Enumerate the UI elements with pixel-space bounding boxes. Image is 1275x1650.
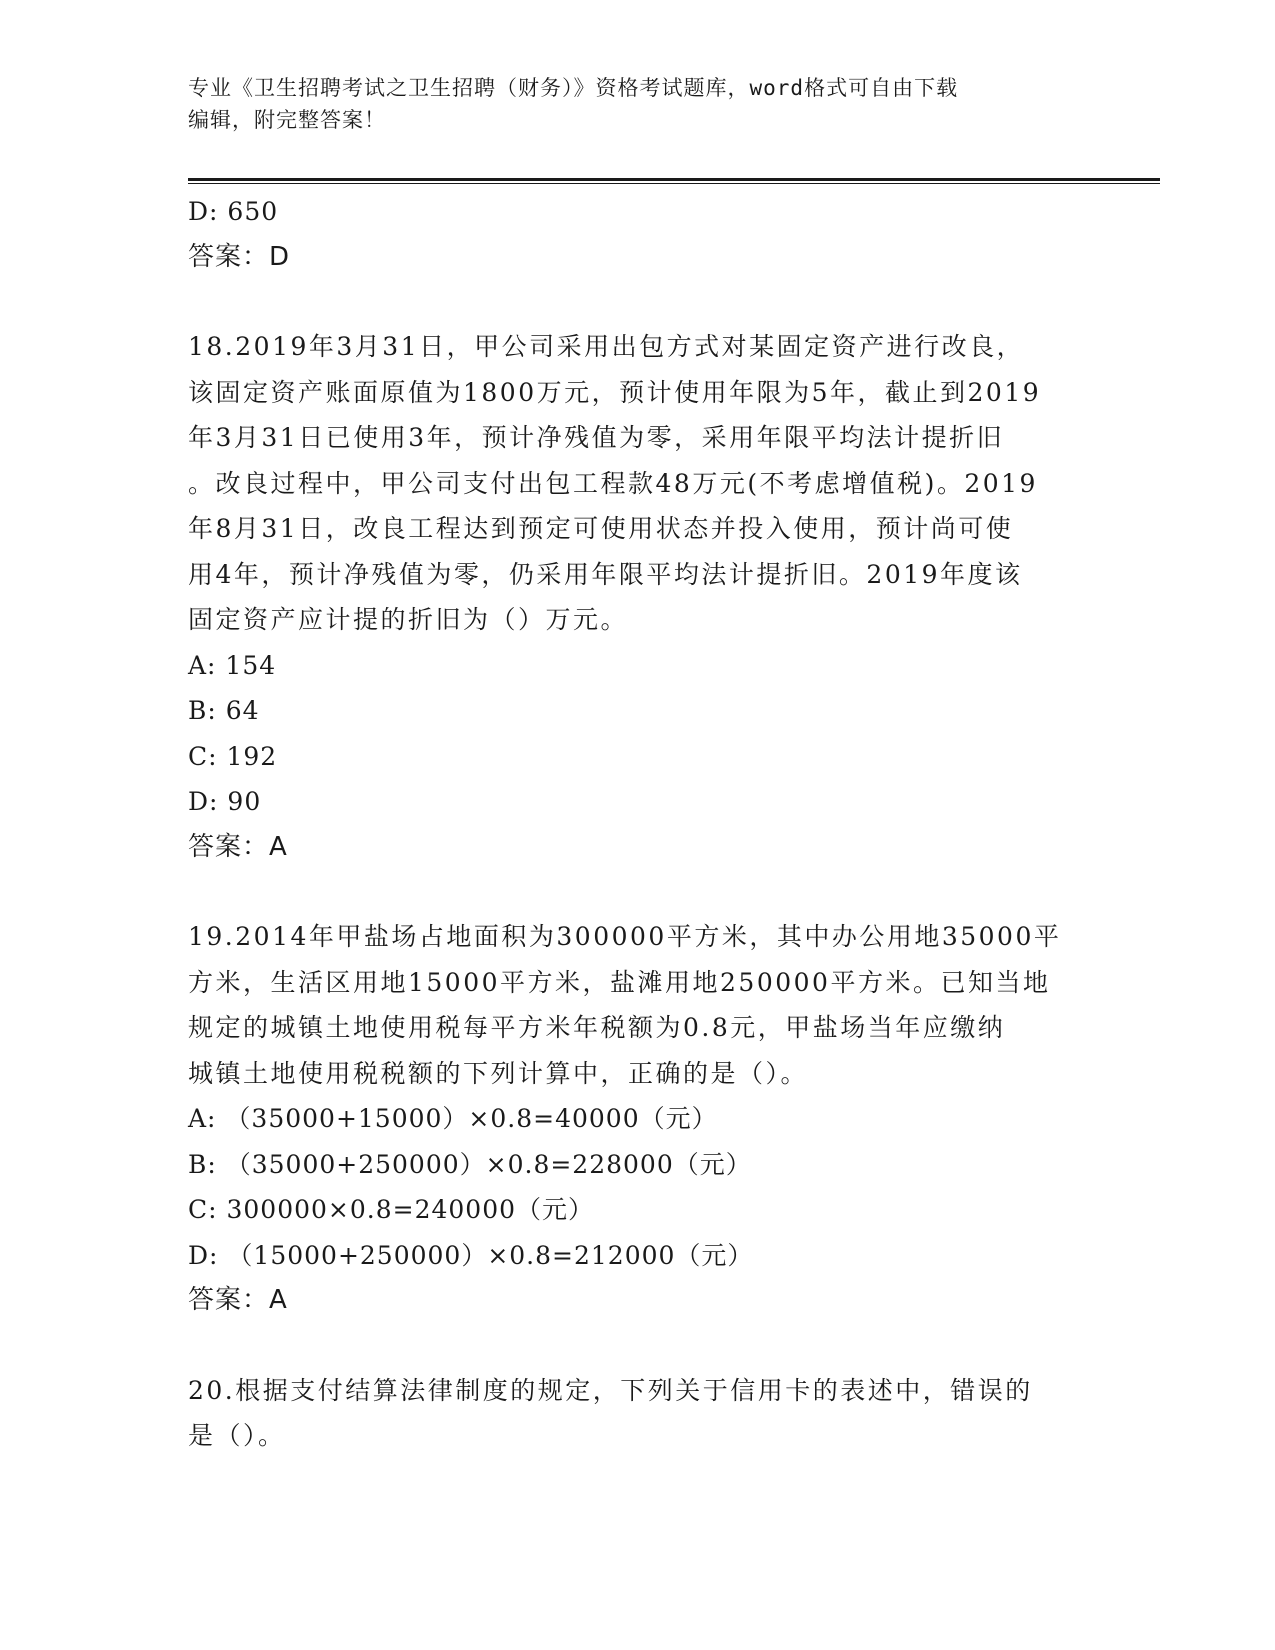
question-text-line: 城镇土地使用税税额的下列计算中，正确的是（）。: [188, 1058, 809, 1088]
question-text-line: 18.2019年3月31日，甲公司采用出包方式对某固定资产进行改良，: [188, 332, 1025, 361]
option-c: C: 300000×0.8=240000（元）: [188, 1195, 595, 1224]
question-text-line: 固定资产应计提的折旧为（）万元。: [188, 605, 629, 634]
question-text-line: 该固定资产账面原值为1800万元，预计使用年限为5年，截止到2019: [188, 377, 1042, 407]
question-text-line: 19.2014年甲盐场占地面积为300000平方米，其中办公用地35000平: [188, 922, 1062, 951]
question-text-line: 年8月31日，改良工程达到预定可使用状态并投入使用，预计尚可使: [188, 514, 1014, 543]
option-b: B: 64: [188, 696, 260, 725]
option-d: D: （15000+250000）×0.8=212000（元）: [188, 1240, 754, 1270]
question-19: [188, 914, 1088, 1324]
page-header: [188, 72, 1088, 136]
header-rule-thin: [188, 183, 1160, 184]
question-text-line: 规定的城镇土地使用税每平方米年税额为0.8元，甲盐场当年应缴纳: [188, 1013, 1006, 1042]
question-text-line: 20.根据支付结算法律制度的规定，下列关于信用卡的表述中，错误的: [188, 1375, 1033, 1405]
question-content: [188, 189, 1088, 1459]
question-text-line: 是（）。: [188, 1421, 286, 1450]
option-a: A: 154: [188, 650, 277, 680]
question-text-line: 。改良过程中，甲公司支付出包工程款48万元(不考虑增值税)。2019: [188, 468, 1038, 498]
question-text-line: 年3月31日已使用3年，预计净残值为零，采用年限平均法计提折旧: [188, 423, 1005, 452]
header-line-1: 专业《卫生招聘考试之卫生招聘（财务）》资格考试题库，word格式可自由下载: [188, 76, 959, 100]
spacer: [188, 280, 1088, 324]
option-c: C: 192: [188, 741, 278, 771]
header-rule-thick: [188, 178, 1160, 181]
answer-line: 答案：D: [188, 241, 291, 272]
spacer: [188, 1324, 1088, 1368]
header-line-2: 编辑，附完整答案！: [188, 108, 386, 132]
question-text-line: 方米，生活区用地15000平方米，盐滩用地250000平方米。已知当地: [188, 967, 1051, 997]
question-18: [188, 324, 1088, 870]
previous-question-tail: [188, 189, 1088, 280]
question-20: [188, 1368, 1088, 1459]
spacer: [188, 870, 1088, 914]
answer-line: 答案：A: [188, 831, 288, 862]
option-a: A: （35000+15000）×0.8=40000（元）: [188, 1104, 718, 1133]
question-text-line: 用4年，预计净残值为零，仍采用年限平均法计提折旧。2019年度该: [188, 559, 1023, 589]
answer-line: 答案：A: [188, 1285, 288, 1315]
option-d: D: 90: [188, 787, 262, 816]
option-d: D: 650: [188, 197, 279, 226]
option-b: B: （35000+250000）×0.8=228000（元）: [188, 1149, 752, 1179]
